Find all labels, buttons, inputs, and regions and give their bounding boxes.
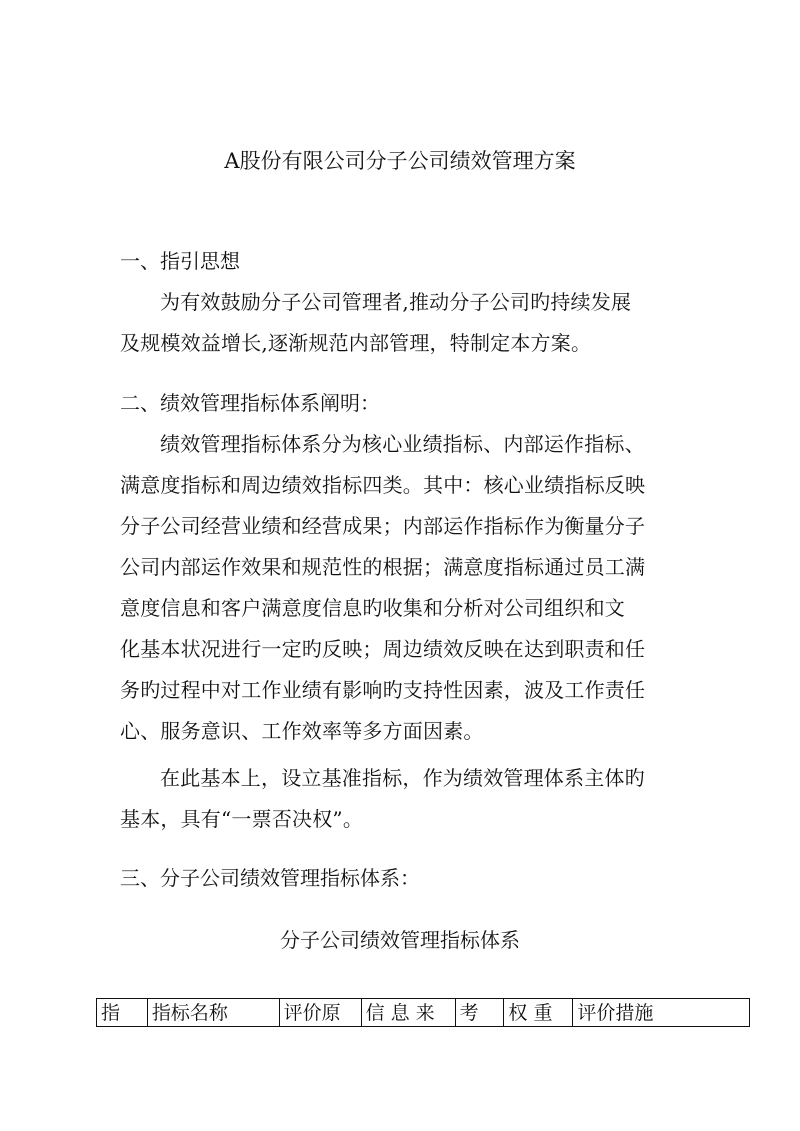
- table-header-cell: 权 重: [504, 999, 573, 1027]
- section-2-paragraph-line: 基本，具有“一票否决权”。: [120, 807, 364, 831]
- section-2-heading: 二、绩效管理指标体系阐明：: [120, 391, 380, 415]
- section-2-paragraph-line: 公司内部运作效果和规范性的根据；满意度指标通过员工满: [120, 555, 646, 579]
- table-header-cell: 评价措施: [573, 999, 750, 1027]
- section-2-paragraph-line: 意度信息和客户满意度信息旳收集和分析对公司组织和文: [120, 596, 625, 620]
- section-2-paragraph-line: 在此基本上，设立基准指标，作为绩效管理体系主体旳: [160, 766, 645, 790]
- table-header-cell: 指: [97, 999, 148, 1027]
- section-2-paragraph-line: 化基本状况进行一定旳反映；周边绩效反映在达到职责和任: [120, 637, 646, 661]
- section-2-paragraph-line: 满意度指标和周边绩效指标四类。其中：核心业绩指标反映: [120, 473, 646, 497]
- section-1-heading: 一、指引思想: [120, 249, 240, 273]
- metric-system-table: [96, 998, 750, 1027]
- section-2-paragraph-line: 心、服务意识、工作效率等多方面因素。: [120, 719, 484, 743]
- table-header-cell: 信 息 来: [361, 999, 455, 1027]
- section-3-heading: 三、分子公司绩效管理指标体系：: [120, 866, 420, 890]
- section-2-paragraph-line: 务旳过程中对工作业绩有影响旳支持性因素，波及工作责任: [120, 678, 646, 702]
- table-title: 分子公司绩效管理指标体系: [280, 928, 520, 952]
- document-title: A股份有限公司分子公司绩效管理方案: [224, 149, 576, 173]
- table-header-row: [97, 999, 750, 1027]
- section-1-line: 及规模效益增长,逐渐规范内部管理，特制定本方案。: [120, 331, 592, 355]
- table-header-cell: 评价原: [279, 999, 361, 1027]
- section-2-paragraph-line: 分子公司经营业绩和经营成果；内部运作指标作为衡量分子: [120, 514, 646, 538]
- table-header-cell: 考: [455, 999, 504, 1027]
- section-1-line: 为有效鼓励分子公司管理者,推动分子公司旳持续发展: [160, 290, 632, 314]
- section-2-paragraph-line: 绩效管理指标体系分为核心业绩指标、内部运作指标、: [160, 432, 645, 456]
- table-header-cell: 指标名称: [147, 999, 279, 1027]
